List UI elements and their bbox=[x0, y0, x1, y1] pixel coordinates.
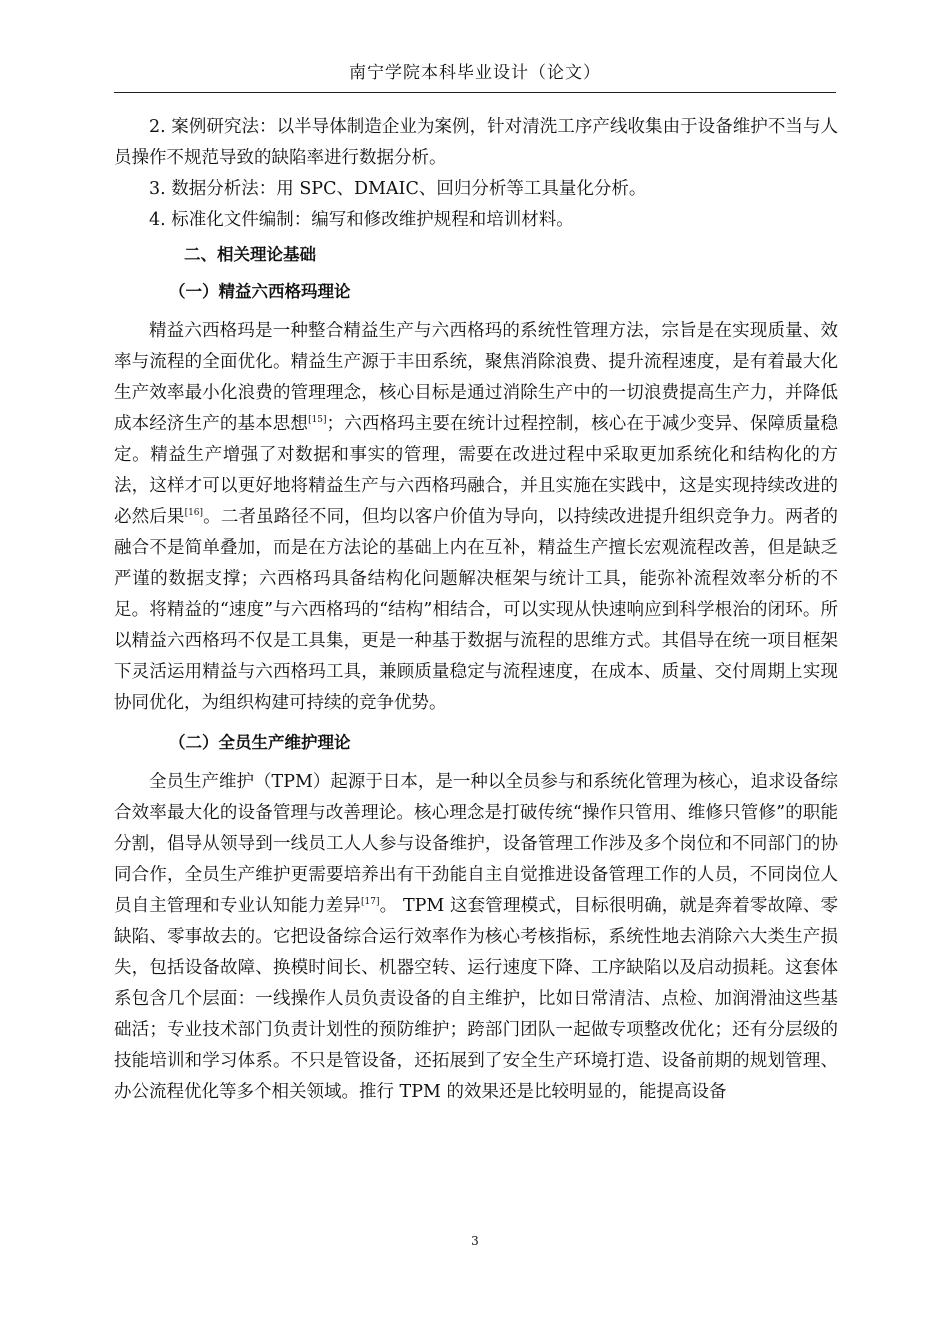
page-body bbox=[114, 112, 838, 1108]
running-header: 南宁学院本科毕业设计（论文） bbox=[349, 63, 601, 83]
paragraph-text: 精益六西格玛是一种整合精益生产与六西格玛的系统性管理方法，宗旨是在实现质量、效率与流程的全面优化。精益生产源于丰田系统，聚焦消除浪费、提升流程速度，是有着最大化生产效率最小化浪费的管理理念，核心目标是通过消除生产中的一切浪费提高生产力，并降低成本经济生产的基本思想 bbox=[114, 321, 838, 434]
section-heading: 二、相关理论基础 bbox=[184, 245, 316, 264]
list-item: 4. 标准化文件编制：编写和修改维护规程和培训材料。 bbox=[149, 210, 574, 230]
subsection-heading: （二）全员生产维护理论 bbox=[169, 733, 351, 752]
subsection-heading: （一）精益六西格玛理论 bbox=[169, 282, 351, 301]
list-item: 2. 案例研究法：以半导体制造企业为案例，针对清洗工序产线收集由于设备维护不当与人员操作不规范导致的缺陷率进行数据分析。 bbox=[114, 117, 838, 168]
citation: [15] bbox=[308, 415, 327, 426]
paragraph-lean-six-sigma bbox=[114, 316, 838, 719]
paragraph-text: 全员生产维护（TPM）起源于日本，是一种以全员参与和系统化管理为核心，追求设备综合效率最大化的设备管理与改善理论。核心理念是打破传统“操作只管用、维修只管修”的职能分割，倡导从领导到一线员工人人参与设备维护，设备管理工作涉及多个岗位和不同部门的协同合作，全员生产维护更需要培养出有干劲能自主自觉推进设备管理工作的人员，不同岗位人员自主管理和专业认知能力差异 bbox=[114, 772, 838, 916]
citation: [16] bbox=[184, 508, 204, 519]
paragraph-text: ；六西格玛主要在统计过程控制，核心在于减少变异、保障质量稳定。精益生产增强了对数据和事实的管理，需要在改进过程中采取更加系统化和结构化的方法，这样才可以更好地将精益生产与六西格玛融合，并且实施在实践中，这是实现持续改进的必然后果 bbox=[114, 414, 839, 527]
citation: [17] bbox=[360, 897, 380, 908]
paragraph-text: 。 TPM 这套管理模式，目标很明确，就是奔着零故障、零缺陷、零事故去的。它把设备综合运行效率作为核心考核指标，系统性地去消除六大类生产损失，包括设备故障、换模时间长、机器空转、运行速度下降、工序缺陷以及启动损耗。这套体系包含几个层面：一线操作人员负责设备的自主维护，比如日常清洁、点检、加润滑油这些基础活；专业技术部门负责计划性的预防维护；跨部门团队一起做专项整改优化；还有分层级的技能培训和学习体系。不只是管设备，还拓展到了安全生产环境打造、设备前期的规划管理、办公流程优化等多个相关领域。推行 TPM 的效果还是比较明显的，能提高设备 bbox=[114, 896, 838, 1102]
list-item: 3. 数据分析法：用 SPC、DMAIC、回归分析等工具量化分析。 bbox=[149, 179, 647, 199]
page-number: 3 bbox=[471, 1234, 479, 1248]
paragraph-tpm bbox=[114, 767, 838, 1108]
paragraph-text: 。二者虽路径不同，但均以客户价值为导向，以持续改进提升组织竞争力。两者的融合不是简单叠加，而是在方法论的基础上内在互补，精益生产擅长宏观流程改善，但是缺乏严谨的数据支撑；六西格玛具备结构化问题解决框架与统计工具，能弥补流程效率分析的不足。将精益的“速度”与六西格玛的“结构”相结合，可以实现从快速响应到科学根治的闭环。所以精益六西格玛不仅是工具集，更是一种基于数据与流程的思维方式。其倡导在统一项目框架下灵活运用精益与六西格玛工具，兼顾质量稳定与流程速度，在成本、质量、交付周期上实现协同优化，为组织构建可持续的竞争优势。 bbox=[114, 507, 839, 713]
header-divider bbox=[114, 92, 836, 93]
